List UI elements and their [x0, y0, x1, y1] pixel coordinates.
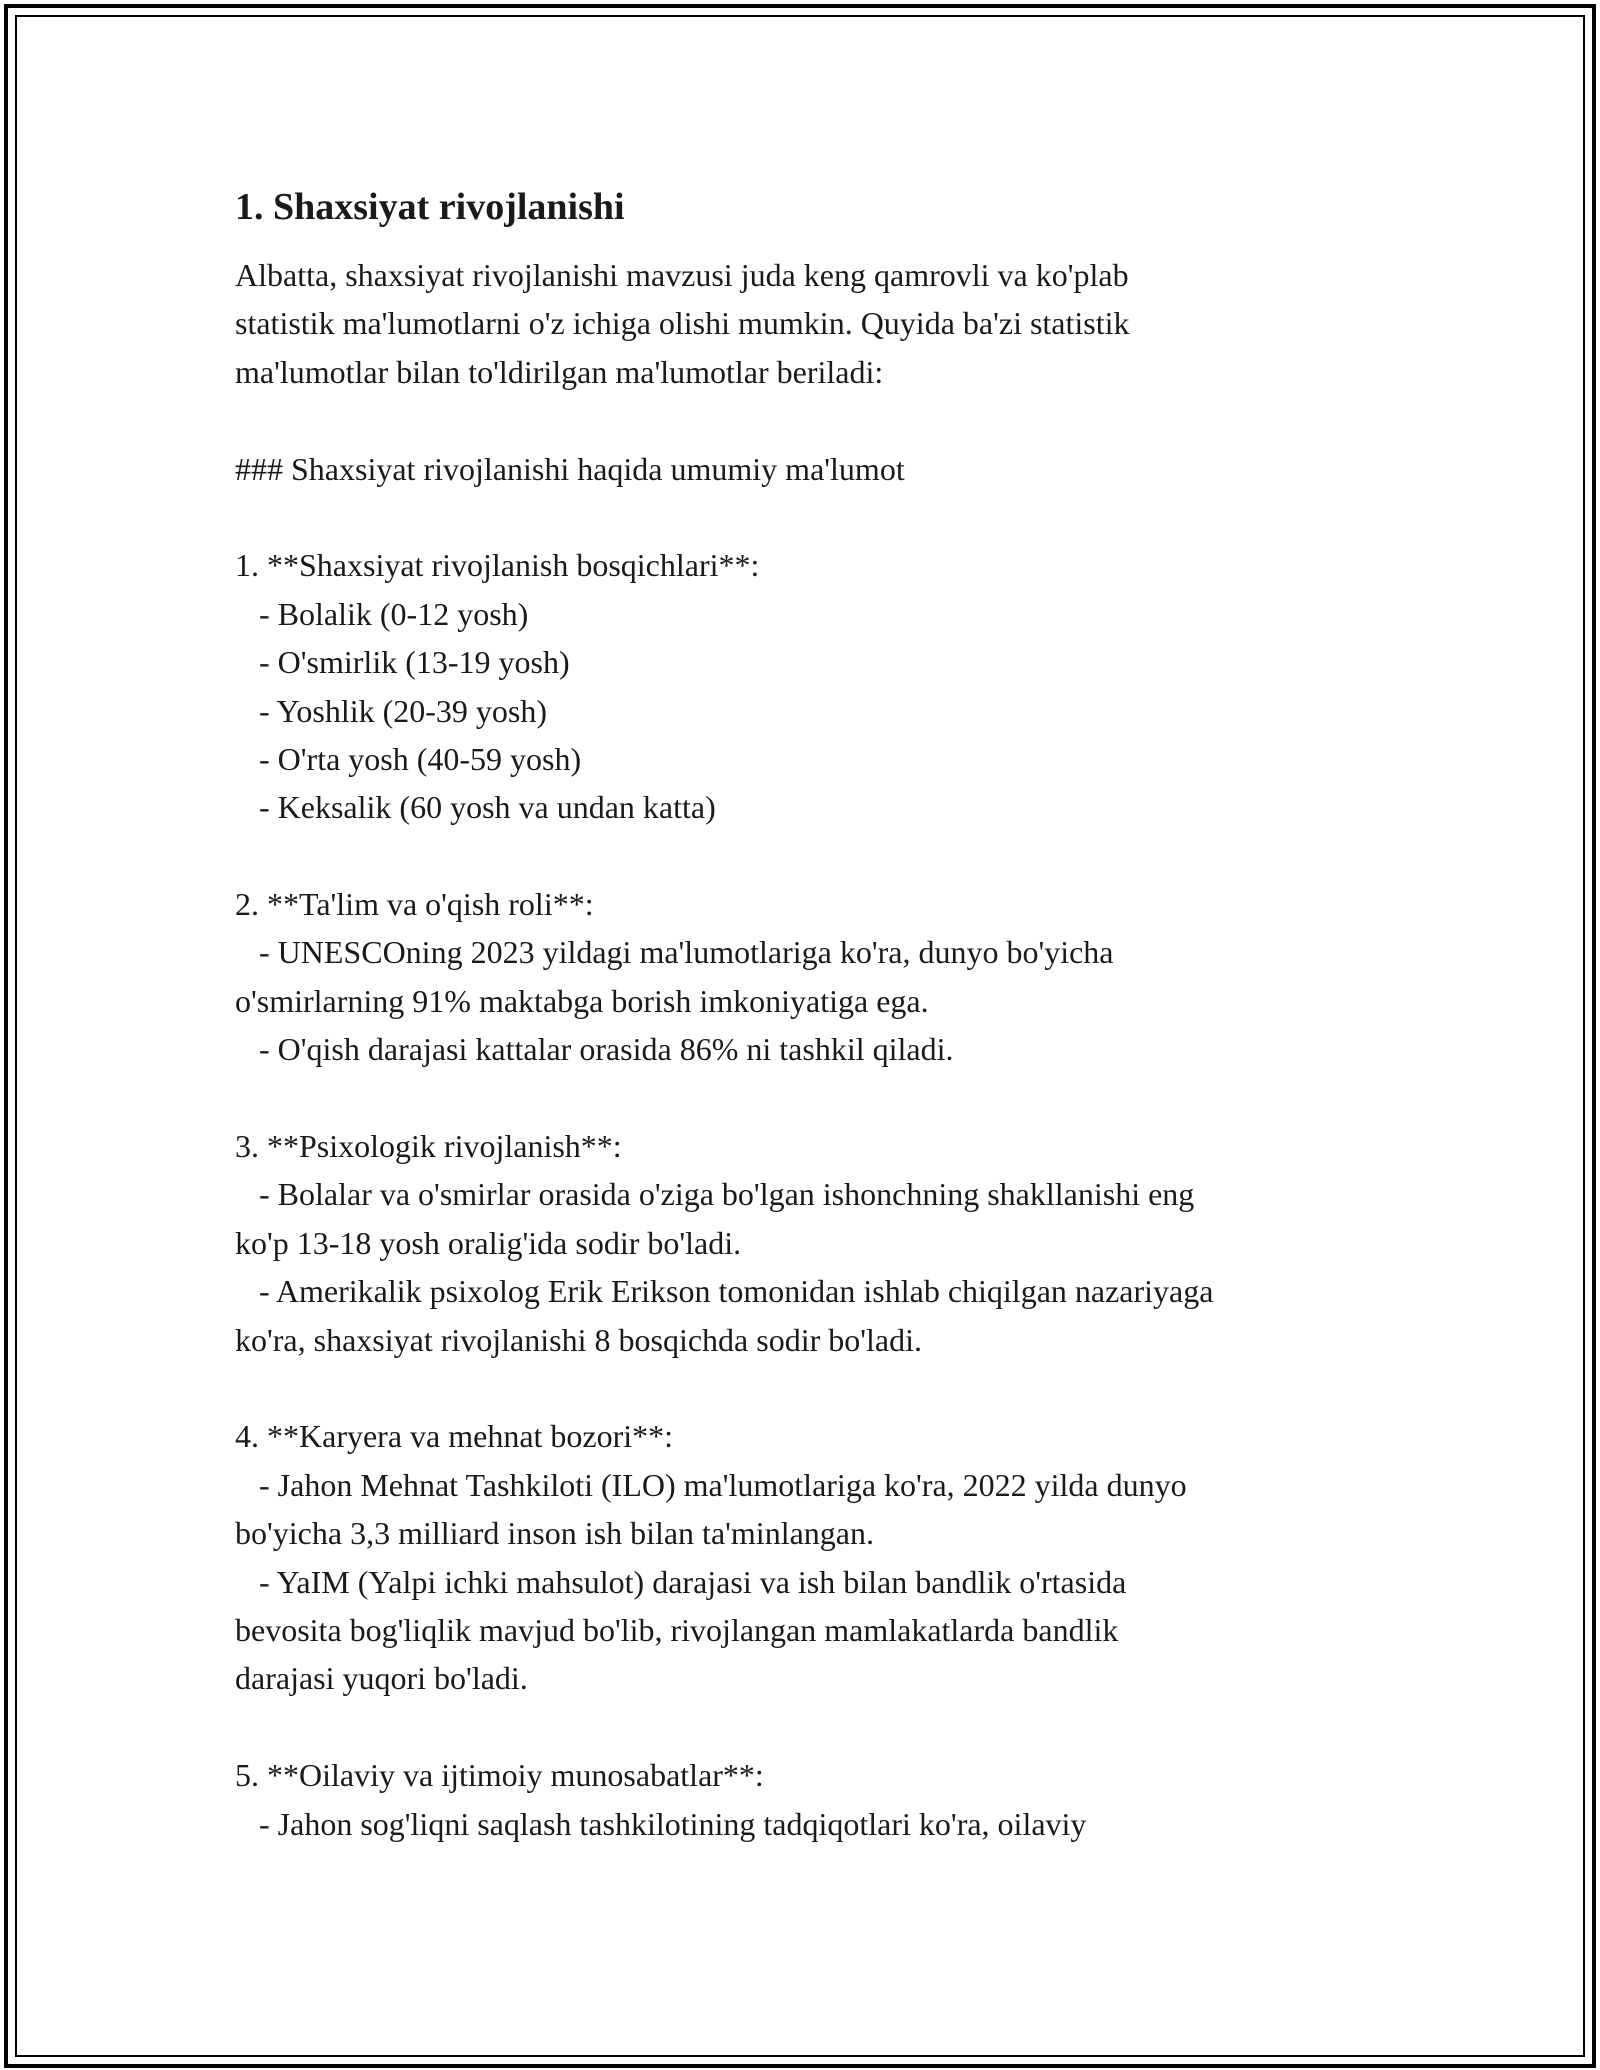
- list-heading: 1. **Shaxsiyat rivojlanish bosqichlari**:: [235, 547, 760, 584]
- section-title: 1. Shaxsiyat rivojlanishi: [235, 186, 625, 228]
- blank-line: [235, 493, 1415, 541]
- text-lines: [235, 251, 1415, 1848]
- text-line: statistik ma'lumotlarni o'z ichiga olishi mumkin. Quyida ba'zi statistik: [235, 305, 1130, 342]
- list-item: - O'smirlik (13-19 yosh): [235, 644, 570, 681]
- list-heading: 5. **Oilaviy va ijtimoiy munosabatlar**:: [235, 1757, 764, 1794]
- list-item: - Bolalik (0-12 yosh): [235, 595, 529, 632]
- list-item-continuation: ko'p 13-18 yosh oralig'ida sodir bo'ladi.: [235, 1224, 742, 1261]
- list-item-continuation: o'smirlarning 91% maktabga borish imkoniyatiga ega.: [235, 982, 929, 1019]
- text-line: Albatta, shaxsiyat rivojlanishi mavzusi juda keng qamrovli va ko'plab: [235, 257, 1129, 293]
- list-item: - O'qish darajasi kattalar orasida 86% ni tashkil qiladi.: [235, 1031, 954, 1068]
- blank-line: [235, 832, 1415, 880]
- list-item: - O'rta yosh (40-59 yosh): [235, 740, 582, 777]
- document-body: [235, 183, 1415, 1848]
- blank-line: [235, 1074, 1415, 1122]
- subheading-line: ### Shaxsiyat rivojlanishi haqida umumiy ma'lumot: [235, 450, 905, 487]
- blank-line: [235, 1703, 1415, 1751]
- list-item-continuation: bo'yicha 3,3 milliard inson ish bilan ta'minlangan.: [235, 1515, 874, 1552]
- list-item-continuation: darajasi yuqori bo'ladi.: [235, 1660, 528, 1697]
- list-item: - Yoshlik (20-39 yosh): [235, 692, 548, 729]
- list-item: - Keksalik (60 yosh va undan katta): [235, 789, 716, 826]
- list-item: - Amerikalik psixolog Erik Erikson tomonidan ishlab chiqilgan nazariyaga: [235, 1273, 1214, 1310]
- list-heading: 3. **Psixologik rivojlanish**:: [235, 1128, 622, 1165]
- blank-line: [235, 1364, 1415, 1412]
- list-item: - Bolalar va o'smirlar orasida o'ziga bo'lgan ishonchning shakllanishi eng: [235, 1176, 1195, 1213]
- list-item: - UNESCOning 2023 yildagi ma'lumotlariga ko'ra, dunyo bo'yicha: [235, 934, 1114, 971]
- blank-line: [235, 396, 1415, 444]
- list-item-continuation: ko'ra, shaxsiyat rivojlanishi 8 bosqichda sodir bo'ladi.: [235, 1321, 922, 1358]
- text-line: ma'lumotlar bilan to'ldirilgan ma'lumotlar beriladi:: [235, 353, 884, 390]
- list-item: - Jahon sog'liqni saqlash tashkilotining tadqiqotlari ko'ra, oilaviy: [235, 1805, 1087, 1842]
- list-heading: 4. **Karyera va mehnat bozori**:: [235, 1418, 674, 1455]
- list-item-continuation: bevosita bog'liqlik mavjud bo'lib, rivojlangan mamlakatlarda bandlik: [235, 1611, 1119, 1648]
- list-item: - YaIM (Yalpi ichki mahsulot) darajasi va ish bilan bandlik o'rtasida: [235, 1563, 1127, 1600]
- list-heading: 2. **Ta'lim va o'qish roli**:: [235, 886, 594, 923]
- list-item: - Jahon Mehnat Tashkiloti (ILO) ma'lumotlariga ko'ra, 2022 yilda dunyo: [235, 1466, 1187, 1503]
